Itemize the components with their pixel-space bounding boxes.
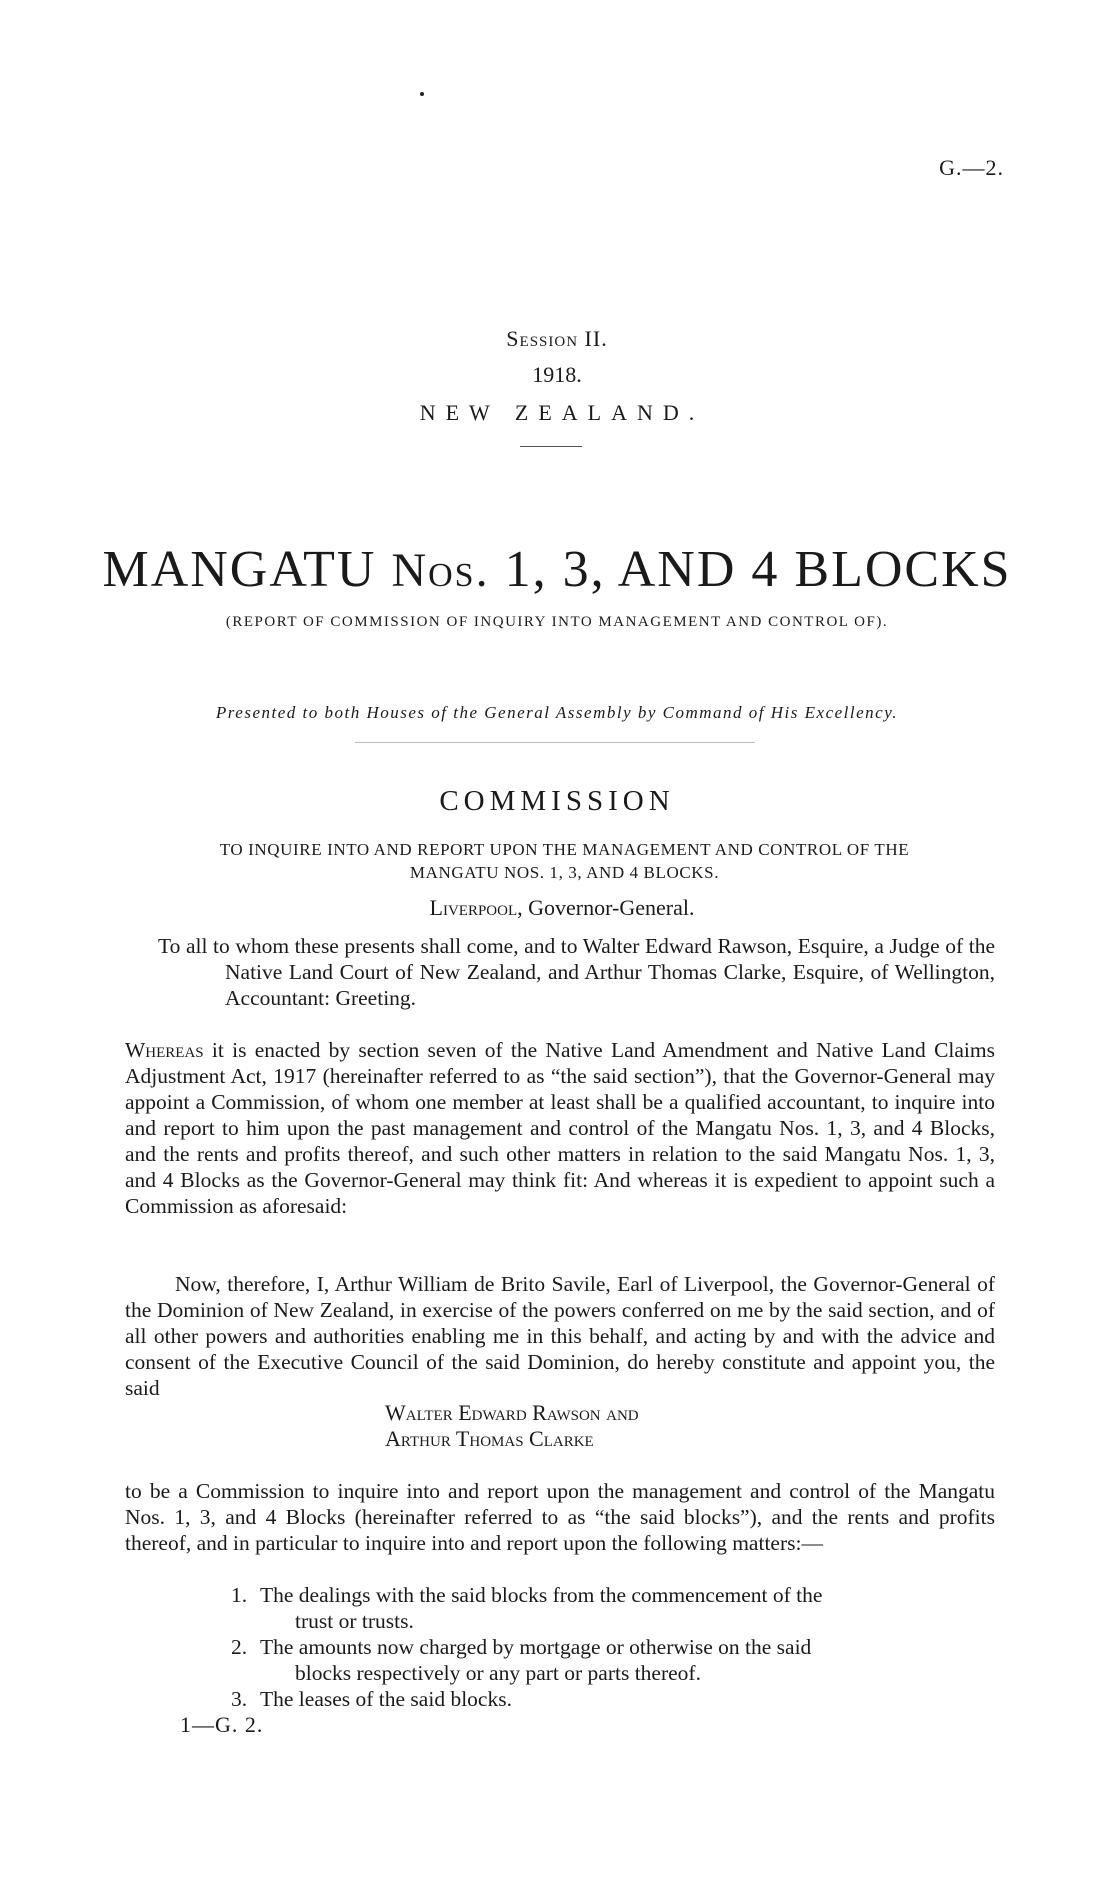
speck-mark bbox=[420, 92, 424, 96]
to-be-text: to be a Commission to inquire into and report upon the management and control of the Mangatu Nos. 1, 3, and 4 Blocks (hereinafter referred to as “the said blocks”), and the rents and profits thereof, and in particular to inquire into and report upon the following matters:— bbox=[125, 1479, 995, 1555]
page-reference: G.—2. bbox=[939, 155, 1004, 180]
commission-subheading bbox=[125, 838, 1004, 884]
list-item-line1: The leases of the said blocks. bbox=[260, 1687, 512, 1711]
list-item-number: 2. bbox=[231, 1635, 248, 1659]
governor-line bbox=[0, 895, 1114, 921]
year-label: 1918. bbox=[532, 362, 582, 387]
whereas-paragraph bbox=[125, 1037, 995, 1219]
list-item-line1: The amounts now charged by mortgage or otherwise on the said bbox=[260, 1635, 812, 1659]
commission-subheading-line2: MANGATU NOS. 1, 3, AND 4 BLOCKS. bbox=[409, 863, 720, 882]
list-item-line2: blocks respectively or any part or parts thereof. bbox=[295, 1661, 701, 1685]
commission-subheading-line1: TO INQUIRE INTO AND REPORT UPON THE MANAGEMENT AND CONTROL OF THE bbox=[219, 840, 910, 859]
appointee-names bbox=[385, 1400, 639, 1452]
list-item bbox=[125, 1686, 995, 1712]
list-item bbox=[125, 1582, 995, 1634]
document-title bbox=[0, 540, 1114, 599]
document-subtitle: (REPORT OF COMMISSION OF INQUIRY INTO MANAGEMENT AND CONTROL OF). bbox=[225, 614, 889, 630]
session-label: Session II. bbox=[506, 326, 608, 351]
title-prefix: MANGATU bbox=[102, 541, 392, 598]
now-therefore-paragraph bbox=[125, 1271, 995, 1401]
list-item-number: 1. bbox=[231, 1583, 248, 1607]
address-paragraph bbox=[125, 933, 995, 1011]
appointee-name-1: Walter Edward Rawson and bbox=[385, 1400, 639, 1425]
list-item-line2: trust or trusts. bbox=[295, 1609, 414, 1633]
governor-name: Liverpool bbox=[429, 895, 518, 920]
presented-line: Presented to both Houses of the General Assembly by Command of His Excellency. bbox=[215, 703, 899, 722]
matters-list bbox=[125, 1582, 995, 1712]
whereas-text bbox=[125, 1037, 995, 1219]
whereas-body: it is enacted by section seven of the Native Land Amendment and Native Land Claims Adjustment Act, 1917 (hereinafter referred to as “the said section”), that the Governor-General may appoint a Commission, of whom one member at least shall be a qualified accountant, to inquire into and report to him upon the past management and control of the Mangatu Nos. 1, 3, and 4 Blocks, and the rents and profits thereof, and such other matters in relation to the said Mangatu Nos. 1, 3, and 4 Blocks as the Governor-General may think fit: And whereas it is expedient to appoint such a Commission as aforesaid: bbox=[125, 1038, 995, 1218]
whereas-word: Whereas bbox=[125, 1038, 204, 1062]
appointee-name-2: Arthur Thomas Clarke bbox=[385, 1426, 594, 1451]
governor-title: , Governor-General. bbox=[517, 895, 695, 920]
commission-heading: COMMISSION bbox=[439, 785, 675, 817]
divider-short bbox=[520, 446, 582, 447]
title-nos: Nos. bbox=[391, 544, 490, 597]
divider-long bbox=[355, 742, 755, 743]
signature-mark: 1—G. 2. bbox=[180, 1712, 264, 1737]
title-suffix: 1, 3, AND 4 BLOCKS bbox=[489, 541, 1012, 598]
to-be-paragraph bbox=[125, 1478, 995, 1556]
list-item-line1: The dealings with the said blocks from the commencement of the bbox=[260, 1583, 823, 1607]
now-therefore-text: Now, therefore, I, Arthur William de Brito Savile, Earl of Liverpool, the Governor-General of the Dominion of New Zealand, in exercise of the powers conferred on me by the said section, and of all other powers and authorities enabling me in this behalf, and acting by and with the advice and consent of the Executive Council of the said Dominion, do hereby constitute and appoint you, the said bbox=[125, 1272, 995, 1400]
list-item-number: 3. bbox=[231, 1687, 248, 1711]
list-item bbox=[125, 1634, 995, 1686]
address-text: To all to whom these presents shall come, and to Walter Edward Rawson, Esquire, a Judge of the Native Land Court of New Zealand, and Arthur Thomas Clarke, Esquire, of Wellington, Accountant: Greeting. bbox=[158, 934, 995, 1010]
country-label: NEW ZEALAND. bbox=[419, 400, 705, 425]
